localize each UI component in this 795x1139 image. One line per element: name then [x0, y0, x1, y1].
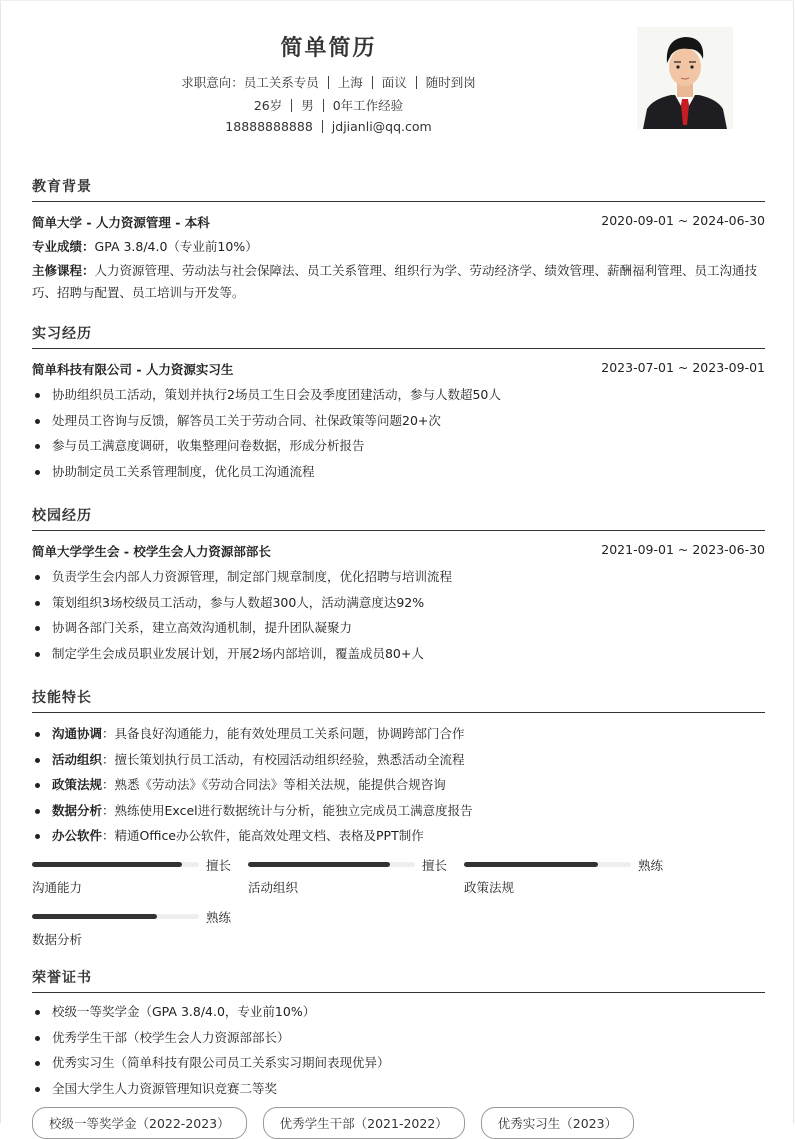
skill-bar-track — [464, 862, 631, 867]
list-item: 校级一等奖学金（GPA 3.8/4.0，专业前10%） — [32, 999, 765, 1025]
honors-bullets — [32, 999, 765, 1101]
gpa-line — [32, 237, 765, 256]
gpa-label: 专业成绩： — [32, 239, 95, 254]
email[interactable]: jdjianli@qq.com — [331, 119, 432, 134]
skills-bullets — [32, 721, 765, 849]
avatar-icon — [637, 27, 733, 129]
skill-bar-fill — [32, 914, 157, 919]
intent-availability: 随时到岗 — [425, 75, 476, 90]
skill-text: ：具备良好沟通能力，能有效处理员工关系问题，协调跨部门合作 — [102, 726, 465, 741]
list-item: 参与员工满意度调研，收集整理问卷数据，形成分析报告 — [32, 433, 765, 459]
section-title-education: 教育背景 — [32, 176, 765, 202]
divider — [322, 120, 323, 133]
campus-entry-header — [32, 542, 765, 560]
list-item: 协助制定员工关系管理制度，优化员工沟通流程 — [32, 459, 765, 485]
section-title-skills: 技能特长 — [32, 687, 765, 713]
job-intent-line — [1, 73, 656, 91]
skills-section — [32, 687, 765, 849]
skill-text: ：熟练使用Excel进行数据统计与分析，能独立完成员工满意度报告 — [102, 802, 473, 818]
honor-tag: 优秀实习生（2023） — [481, 1107, 634, 1139]
campus-bullets — [32, 564, 765, 666]
skill-level: 擅长 — [422, 858, 448, 873]
skill-bar-data-analysis — [32, 908, 232, 948]
campus-section — [32, 505, 765, 666]
intent-city: 上海 — [337, 75, 363, 90]
intent-salary: 面议 — [381, 75, 407, 90]
skill-bar-track — [248, 862, 415, 867]
skill-item — [32, 747, 765, 773]
list-item: 处理员工咨询与反馈，解答员工关于劳动合同、社保政策等问题20+次 — [32, 408, 765, 434]
basic-info-line — [1, 96, 656, 114]
skill-bar-fill — [464, 862, 598, 867]
section-title-honors: 荣誉证书 — [32, 967, 765, 993]
internship-section — [32, 323, 765, 484]
education-entry-header — [32, 213, 765, 231]
campus-date: 2021-09-01 ~ 2023-06-30 — [601, 542, 765, 557]
honor-tags — [32, 1107, 634, 1139]
divider — [372, 76, 373, 89]
skill-label: 办公软件 — [52, 828, 103, 843]
skill-bar-track — [32, 862, 199, 867]
skill-bar-communication — [32, 856, 232, 896]
skill-label: 政策法规 — [52, 777, 103, 792]
gpa-value: GPA 3.8/4.0（专业前10%） — [94, 239, 258, 254]
honor-tag: 优秀学生干部（2021-2022） — [263, 1107, 465, 1139]
list-item: 全国大学生人力资源管理知识竞赛二等奖 — [32, 1076, 765, 1102]
skill-text: ：擅长策划执行员工活动，有校园活动组织经验，熟悉活动全流程 — [102, 751, 465, 767]
list-item: 协调各部门关系，建立高效沟通机制，提升团队凝聚力 — [32, 615, 765, 641]
internship-heading: 简单科技有限公司 - 人力资源实习生 — [32, 362, 234, 377]
list-item: 负责学生会内部人力资源管理，制定部门规章制度，优化招聘与培训流程 — [32, 564, 765, 590]
phone: 18888888888 — [225, 119, 313, 134]
skill-level: 熟练 — [638, 858, 664, 873]
campus-heading: 简单大学学生会 - 校学生会人力资源部部长 — [32, 544, 271, 559]
skill-bar-policy — [464, 856, 664, 896]
skill-bar-fill — [32, 862, 182, 867]
list-item: 制定学生会成员职业发展计划，开展2场内部培训，覆盖成员80+人 — [32, 641, 765, 667]
education-date: 2020-09-01 ~ 2024-06-30 — [601, 213, 765, 228]
skill-name: 活动组织 — [248, 880, 299, 895]
skill-item — [32, 823, 765, 849]
internship-date: 2023-07-01 ~ 2023-09-01 — [601, 360, 765, 375]
list-item: 协助组织员工活动，策划并执行2场员工生日会及季度团建活动，参与人数超50人 — [32, 382, 765, 408]
divider — [323, 99, 324, 112]
courses-value: 人力资源管理、劳动法与社会保障法、员工关系管理、组织行为学、劳动经济学、绩效管理、薪酬福利管理、员工沟通技巧、招聘与配置、员工培训与开发等。 — [32, 263, 758, 300]
skill-item — [32, 798, 765, 824]
section-title-campus: 校园经历 — [32, 505, 765, 531]
resume-header — [1, 1, 795, 151]
courses-label: 主修课程： — [32, 263, 95, 278]
courses-line — [32, 260, 765, 304]
experience-years: 0年工作经验 — [332, 98, 404, 113]
skill-bar-event-organization — [248, 856, 448, 896]
intent-label: 求职意向： — [181, 75, 244, 90]
skill-name: 沟通能力 — [32, 880, 83, 895]
honor-tag: 校级一等奖学金（2022-2023） — [32, 1107, 247, 1139]
skill-label: 沟通协调 — [52, 726, 103, 741]
list-item: 策划组织3场校级员工活动，参与人数超300人，活动满意度达92% — [32, 590, 765, 616]
skill-name: 政策法规 — [464, 880, 515, 895]
divider — [328, 76, 329, 89]
gender: 男 — [301, 98, 314, 113]
skill-item — [32, 772, 765, 798]
skill-name: 数据分析 — [32, 932, 83, 947]
skill-item — [32, 721, 765, 747]
skill-text: ：精通Office办公软件，能高效处理文档、表格及PPT制作 — [102, 828, 424, 843]
avatar-photo — [637, 27, 733, 129]
divider — [416, 76, 417, 89]
skill-text: ：熟悉《劳动法》《劳动合同法》等相关法规，能提供合规咨询 — [102, 777, 446, 792]
resume-title: 简单简历 — [280, 36, 377, 61]
skill-level: 熟练 — [206, 910, 232, 925]
skill-bar-fill — [248, 862, 390, 867]
divider — [291, 99, 292, 112]
skill-label: 数据分析 — [52, 802, 103, 818]
intent-position: 员工关系专员 — [243, 75, 319, 90]
education-section — [32, 176, 765, 304]
honors-section — [32, 967, 765, 1101]
education-heading: 简单大学 - 人力资源管理 - 本科 — [32, 215, 210, 230]
list-item: 优秀实习生（简单科技有限公司员工关系实习期间表现优异） — [32, 1050, 765, 1076]
list-item: 优秀学生干部（校学生会人力资源部部长） — [32, 1025, 765, 1051]
section-title-internship: 实习经历 — [32, 323, 765, 349]
skill-label: 活动组织 — [52, 751, 103, 767]
contact-line — [1, 119, 656, 134]
internship-entry-header — [32, 360, 765, 378]
internship-bullets — [32, 382, 765, 484]
skill-bar-track — [32, 914, 199, 919]
age: 26岁 — [253, 98, 283, 113]
skill-level: 擅长 — [206, 858, 232, 873]
